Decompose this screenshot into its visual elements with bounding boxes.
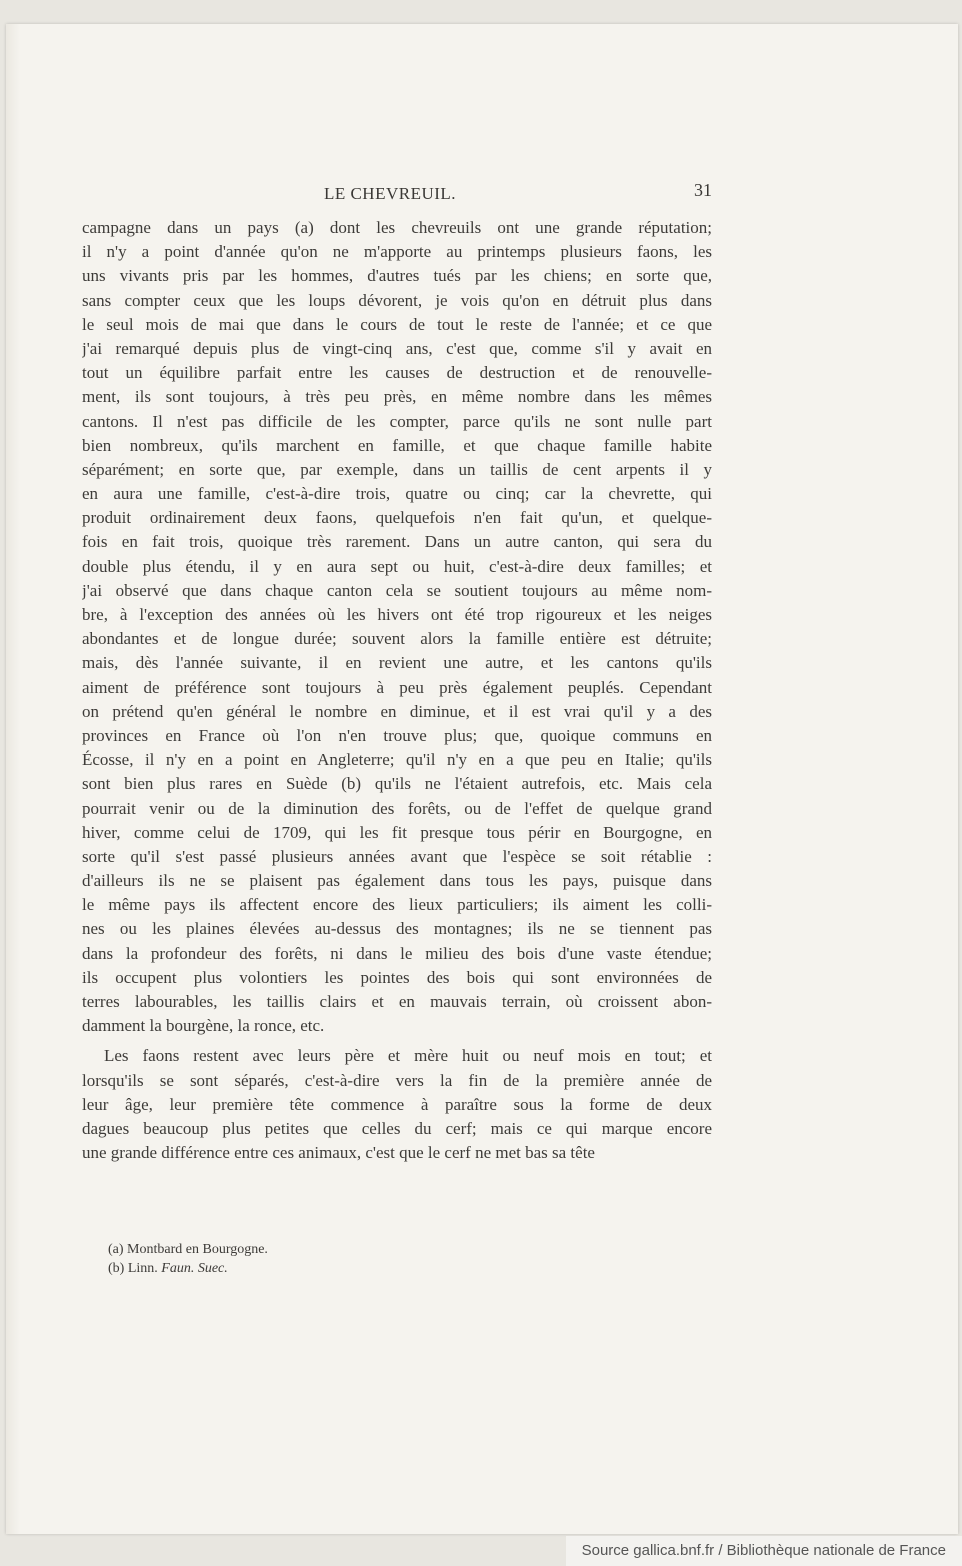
text-line: on prétend qu'en général le nombre en diminue, et il est vrai qu'il y a des	[82, 701, 712, 721]
book-page	[6, 24, 958, 1534]
text-line: sans compter ceux que les loups dévorent, je vois qu'on en détruit plus dans	[82, 290, 712, 310]
text-line: aiment de préférence sont toujours à peu près également peuplés. Cependant	[82, 677, 712, 697]
footnotes	[108, 1240, 608, 1278]
text-line: double plus étendu, il y en aura sept ou huit, c'est-à-dire deux familles; et	[82, 556, 712, 576]
footnote-mark: (b)	[108, 1261, 125, 1276]
text-line: leur âge, leur première tête commence à paraître sous la forme de deux	[82, 1094, 712, 1114]
body-text	[82, 216, 712, 1165]
text-line: mais, dès l'année suivante, il en revient une autre, et les cantons qu'ils	[82, 653, 712, 673]
text-line: Écosse, il n'y en a point en Angleterre; qu'il n'y en a que peu en Italie; qu'ils	[82, 750, 712, 770]
text-line: sorte qu'il s'est passé plusieurs années avant que l'espèce se soit rétablie :	[82, 846, 712, 866]
text-line: bien nombreux, qu'ils marchent en famille, et que chaque famille habite	[82, 435, 712, 455]
page-number: 31	[694, 180, 712, 200]
text-line: campagne dans un pays (a) dont les chevreuils ont une grande réputation;	[82, 218, 712, 237]
text-line: abondantes et de longue durée; souvent alors la famille entière est détruite;	[82, 629, 712, 649]
text-line: Les faons restent avec leurs père et mère huit ou neuf mois en tout; et	[104, 1046, 712, 1066]
text-line: ils occupent plus volontiers les pointes des bois qui sont environnées de	[82, 967, 712, 987]
footnote-a	[108, 1240, 608, 1259]
text-line: uns vivants pris par les hommes, d'autres tués par les chiens; en sorte que,	[82, 266, 712, 286]
text-line: pourrait venir ou de la diminution des forêts, ou de l'effet de quelque grand	[82, 798, 712, 818]
footnote-b	[108, 1259, 608, 1278]
footnote-text: Montbard en Bourgogne.	[127, 1242, 268, 1257]
text-line: une grande différence entre ces animaux, c'est que le cerf ne met bas sa tête	[82, 1143, 595, 1163]
running-title: LE CHEVREUIL.	[323, 184, 457, 203]
text-line: damment la bourgène, la ronce, etc.	[82, 1016, 325, 1036]
text-line: tout un équilibre parfait entre les causes de destruction et de renouvelle-	[82, 363, 712, 383]
text-line: produit ordinairement deux faons, quelquefois n'en fait qu'un, et quelque-	[82, 508, 712, 528]
text-line: lorsqu'ils se sont séparés, c'est-à-dire vers la fin de la première année de	[82, 1070, 712, 1090]
footnote-italic-text: Faun. Suec.	[161, 1261, 228, 1276]
text-line: le seul mois de mai que dans le cours de tout le reste de l'année; et ce que	[82, 314, 712, 334]
text-line: hiver, comme celui de 1709, qui les fit presque tous périr en Bourgogne, en	[82, 822, 712, 842]
text-line: il n'y a point d'année qu'on ne m'apporte au printemps plusieurs faons, les	[82, 242, 712, 262]
text-line: provinces en France où l'on n'en trouve plus; que, quoique communs en	[82, 725, 712, 745]
footnote-text: Linn.	[127, 1261, 158, 1276]
text-line: terres labourables, les taillis clairs et en mauvais terrain, où croissent abon-	[82, 992, 712, 1011]
text-line: nes ou les plaines élevées au-dessus des montagnes; ils ne se tiennent pas	[82, 919, 712, 939]
page-gutter	[6, 24, 20, 1534]
source-attribution[interactable]: Source gallica.bnf.fr / Bibliothèque nationale de France	[566, 1536, 962, 1566]
running-head	[6, 180, 958, 210]
footnote-mark: (a)	[108, 1242, 124, 1257]
text-line: j'ai remarqué depuis plus de vingt-cinq ans, c'est que, comme s'il y avait en	[82, 338, 712, 358]
text-line: en aura une famille, c'est-à-dire trois, quatre ou cinq; car la chevrette, qui	[82, 484, 712, 504]
text-line: fois en fait trois, quoique très rarement. Dans un autre canton, qui sera du	[82, 532, 712, 552]
text-line: dagues beaucoup plus petites que celles du cerf; mais ce qui marque encore	[82, 1118, 712, 1138]
text-line: cantons. Il n'est pas difficile de les compter, parce qu'ils ne sont nulle part	[82, 411, 712, 431]
text-line: ment, ils sont toujours, à très peu près, en même nombre dans les mêmes	[82, 387, 712, 407]
text-line: dans la profondeur des forêts, ni dans le milieu des bois d'une vaste étendue;	[82, 943, 712, 963]
text-line: séparément; en sorte que, par exemple, dans un taillis de cent arpents il y	[82, 459, 712, 479]
text-line: le même pays ils affectent encore des lieux particuliers; ils aiment les colli-	[82, 895, 712, 915]
text-line: d'ailleurs ils ne se plaisent pas également dans tous les pays, puisque dans	[82, 871, 712, 891]
text-line: sont bien plus rares en Suède (b) qu'ils ne l'étaient autrefois, etc. Mais cela	[82, 774, 712, 794]
text-line: j'ai observé que dans chaque canton cela se soutient toujours au même nom-	[82, 580, 712, 600]
text-line: bre, à l'exception des années où les hivers ont été trop rigoureux et les neiges	[82, 605, 712, 624]
